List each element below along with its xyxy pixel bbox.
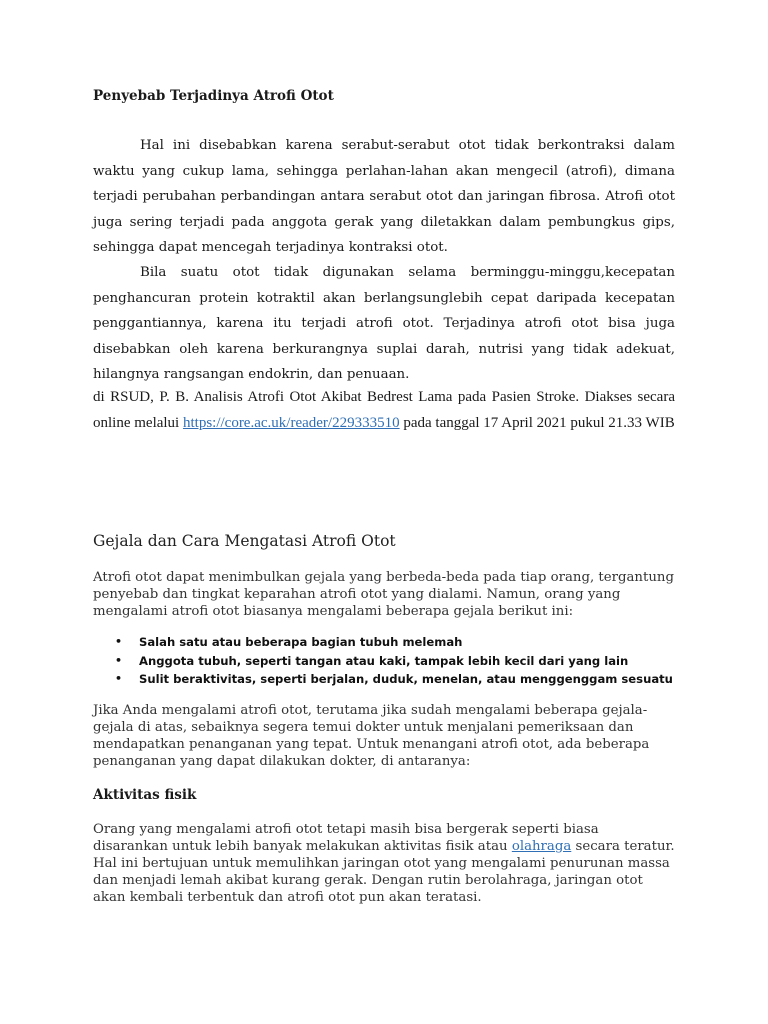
bullet-icon: • [115, 635, 123, 648]
list-item-text: Salah satu atau beberapa bagian tubuh melemah [139, 635, 463, 649]
section-title-penyebab: Penyebab Terjadinya Atrofi Otot [93, 88, 334, 104]
list-item [115, 652, 675, 671]
symptom-list [115, 633, 675, 689]
paragraph-aktivitas-after: secara teratur. Hal ini bertujuan untuk memulihkan jaringan otot yang mengalami penurunan massa dan menjadi lemah akibat kurang gerak. Dengan rutin berolahraga, jaringan otot akan kembali terbentuk dan atrofi otot pun akan teratasi. [93, 839, 675, 905]
bullet-icon: • [115, 653, 123, 667]
paragraph-aktivitas-before: Orang yang mengalami atrofi otot tetapi masih bisa bergerak seperti biasa disarankan untuk lebih banyak melakukan aktivitas fisik atau [93, 822, 599, 854]
section-title-aktivitas: Aktivitas fisik [93, 787, 197, 803]
paragraph-aktivitas [93, 821, 675, 906]
paragraph-penyebab-2-text: Bila suatu otot tidak digunakan selama berminggu-minggu,kecepatan penghancuran protein kotraktil akan berlangsunglebih cepat daripada kecepatan penggantiannya, karena itu terjadi atrofi otot. Terjadinya atrofi otot bisa juga disebabkan oleh karena berkurangnya suplai darah, nutrisi yang tidak adekuat, hilangnya rangsangan endokrin, dan penuaan. [93, 265, 675, 383]
paragraph-penyebab-1-text: Hal ini disebabkan karena serabut-serabut otot tidak berkontraksi dalam waktu yang cukup lama, sehingga perlahan-lahan akan mengecil (atrofi), dimana terjadi perubahan perbandingan antara serabut otot dan jaringan fibrosa. Atrofi otot juga sering terjadi pada anggota gerak yang diletakkan dalam pembungkus gips, sehingga dapat mencegah terjadinya kontraksi otot. [93, 138, 675, 256]
reference-text-before: di RSUD, P. B. Analisis Atrofi Otot Akibat Bedrest Lama pada Pasien Stroke. Diakses secara online melalui [93, 389, 675, 431]
list-item [115, 670, 675, 689]
reference-link[interactable]: https://core.ac.uk/reader/229333510 [182, 414, 400, 431]
reference-text-after: pada tanggal 17 April 2021 pukul 21.33 WIB [399, 414, 675, 431]
list-item [115, 633, 675, 652]
paragraph-after-bullets: Jika Anda mengalami atrofi otot, terutama jika sudah mengalami beberapa gejala-gejala di atas, sebaiknya segera temui dokter untuk menjalani pemeriksaan dan mendapatkan penanganan yang tepat. Untuk menangani atrofi otot, ada beberapa penanganan yang dapat dilakukan dokter, di antaranya: [93, 703, 650, 769]
paragraph-penyebab-2 [93, 260, 675, 388]
bullet-icon: • [115, 672, 123, 686]
paragraph-penyebab-1 [93, 133, 675, 261]
paragraph-gejala-intro: Atrofi otot dapat menimbulkan gejala yang berbeda-beda pada tiap orang, tergantung penyebab dan tingkat keparahan atrofi otot yang dialami. Namun, orang yang mengalami atrofi otot biasanya mengalami beberapa gejala berikut ini: [93, 570, 674, 619]
section-title-gejala: Gejala dan Cara Mengatasi Atrofi Otot [93, 532, 396, 550]
list-item-text: Sulit beraktivitas, seperti berjalan, duduk, menelan, atau menggenggam sesuatu [139, 672, 673, 687]
list-item-text: Anggota tubuh, seperti tangan atau kaki, tampak lebih kecil dari yang lain [139, 653, 629, 668]
reference-citation [93, 385, 675, 436]
olahraga-link[interactable]: olahraga [511, 839, 572, 854]
